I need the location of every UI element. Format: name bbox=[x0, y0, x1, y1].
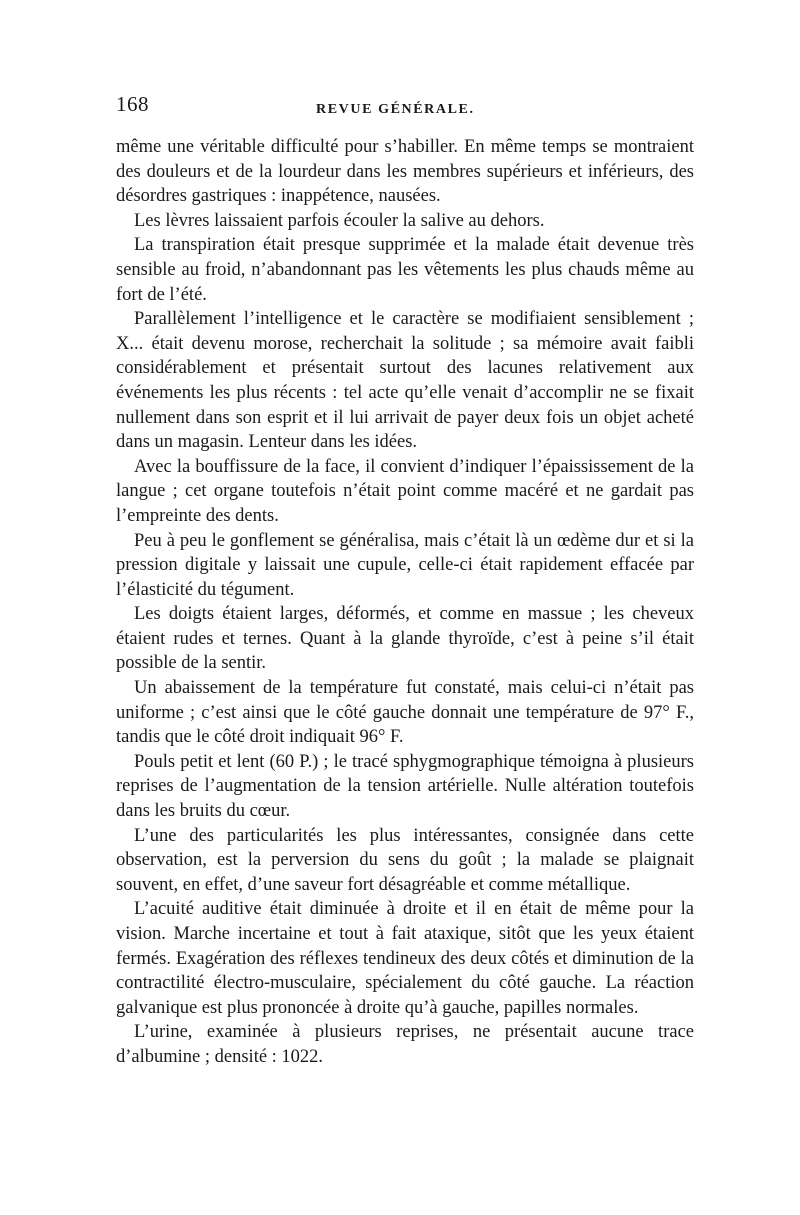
paragraph: L’urine, examinée à plusieurs reprises, ne présentait aucune trace d’albumine ; densité : 1022. bbox=[116, 1022, 694, 1067]
paragraph: Un abaissement de la température fut constaté, mais celui-ci n’était pas uniforme ; c’est ainsi que le côté gauche donnait une température de 97° F., tandis que le côté droit indiquait 96° F. bbox=[116, 678, 694, 748]
paragraph: L’une des particularités les plus intéressantes, consignée dans cette observation, est la perversion du sens du goût ; la malade se plaignait souvent, en effet, d’une saveur fort désagréable et comme métallique. bbox=[116, 825, 694, 895]
page-number: 168 bbox=[116, 92, 149, 116]
paragraph: L’acuité auditive était diminuée à droite et il en était de même pour la vision. Marche incertaine et tout à fait ataxique, sitôt que les yeux étaient fermés. Exagération des réflexes tendineux des deux côtés et diminution de la contractilité électro-musculaire, spécialement du côté gauche. La réaction galvanique est plus prononcée à droite qu’à gauche, papilles normales. bbox=[116, 899, 694, 1018]
paragraph: Les lèvres laissaient parfois écouler la salive au dehors. bbox=[134, 210, 545, 231]
paragraph: même une véritable difficulté pour s’habiller. En même temps se montraient des douleurs et de la lourdeur dans les membres supérieurs et inférieurs, des désordres gastriques : inappétence, nausées. bbox=[116, 137, 694, 207]
paragraph: Peu à peu le gonflement se généralisa, mais c’était là un œdème dur et si la pression digitale y laissait une cupule, celle-ci était rapidement effacée par l’élasticité du tégument. bbox=[116, 530, 694, 600]
paragraph: Pouls petit et lent (60 P.) ; le tracé sphygmographique témoigna à plusieurs reprises de l’augmentation de la tension artérielle. Nulle altération toutefois dans les bruits du cœur. bbox=[116, 751, 694, 822]
page-header bbox=[116, 92, 704, 124]
paragraph: Avec la bouffissure de la face, il convient d’indiquer l’épaississement de la langue ; cet organe toutefois n’était point comme macéré et ne gardait pas l’empreinte des dents. bbox=[116, 456, 694, 526]
paragraph: Les doigts étaient larges, déformés, et comme en massue ; les cheveux étaient rudes et ternes. Quant à la glande thyroïde, c’est à peine s’il était possible de la sentir. bbox=[116, 604, 694, 674]
paragraph: Parallèlement l’intelligence et le caractère se modifiaient sensiblement ; X... était devenu morose, recherchait la solitude ; sa mémoire avait faibli considérablement et présentait surtout des lacunes relativement aux événements les plus récents : tel acte qu’elle venait d’accomplir ne se fixait nullement dans son esprit et il lui arrivait de payer deux fois un objet acheté dans un magasin. Lenteur dans les idées. bbox=[116, 309, 694, 453]
running-title: REVUE GÉNÉRALE. bbox=[316, 102, 475, 117]
paragraph: La transpiration était presque supprimée et la malade était devenue très sensible au froid, n’abandonnant pas les vêtements les plus chauds même au fort de l’été. bbox=[116, 235, 694, 305]
body-text bbox=[116, 135, 694, 1070]
